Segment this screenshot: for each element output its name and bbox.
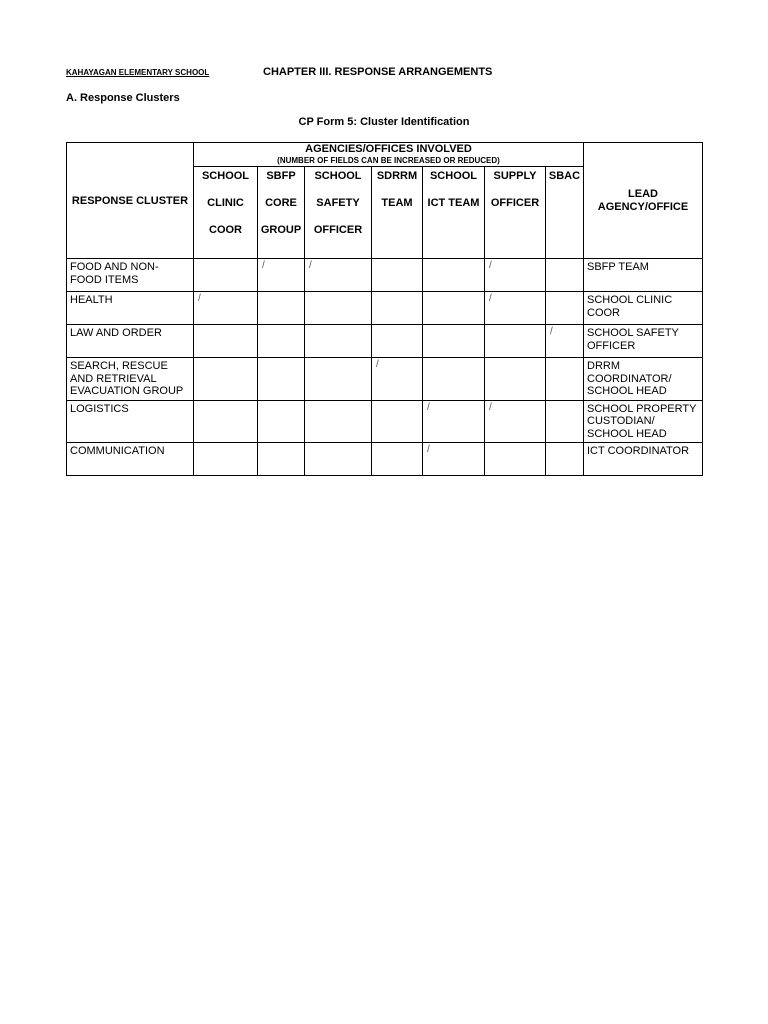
- lead-agency-cell: SCHOOL PROPERTY CUSTODIAN/ SCHOOL HEAD: [584, 400, 703, 443]
- check-mark-cell: /: [194, 292, 258, 325]
- empty-cell: [305, 443, 372, 476]
- table-row: [67, 443, 703, 476]
- empty-cell: [194, 358, 258, 401]
- agency-header-line: [546, 221, 583, 248]
- response-cluster-cell: HEALTH: [67, 292, 194, 325]
- agency-header-line: SBFP: [266, 170, 296, 182]
- cluster-identification-table: [66, 142, 703, 476]
- empty-cell: [194, 259, 258, 292]
- empty-cell: [258, 400, 305, 443]
- agency-header-1: [258, 167, 305, 259]
- agency-header-line: [485, 221, 545, 248]
- table-row: [67, 358, 703, 401]
- column-header-lead-agency: LEAD AGENCY/OFFICE: [584, 143, 703, 259]
- agencies-note: (NUMBER OF FIELDS CAN BE INCREASED OR REDUCED): [277, 156, 500, 165]
- empty-cell: [423, 292, 485, 325]
- response-cluster-cell: FOOD AND NON-FOOD ITEMS: [67, 259, 194, 292]
- agency-header-line: SAFETY: [316, 197, 360, 209]
- agency-header-4: [423, 167, 485, 259]
- chapter-title: CHAPTER III. RESPONSE ARRANGEMENTS: [263, 66, 493, 78]
- agency-header-line: SUPPLY: [493, 170, 537, 182]
- agency-header-line: OFFICER: [490, 197, 540, 209]
- section-heading: A. Response Clusters: [66, 92, 180, 104]
- empty-cell: [423, 325, 485, 358]
- empty-cell: [305, 400, 372, 443]
- empty-cell: [258, 325, 305, 358]
- empty-cell: [372, 292, 423, 325]
- agency-header-line: SCHOOL: [429, 170, 478, 182]
- table-row: [67, 259, 703, 292]
- empty-cell: [485, 358, 546, 401]
- table-row: [67, 325, 703, 358]
- agency-header-line: SCHOOL: [314, 170, 362, 182]
- empty-cell: [485, 443, 546, 476]
- empty-cell: [258, 443, 305, 476]
- agency-header-3: [372, 167, 423, 259]
- empty-cell: [423, 259, 485, 292]
- form-title: CP Form 5: Cluster Identification: [298, 116, 470, 128]
- empty-cell: [258, 292, 305, 325]
- agency-header-line: SBAC: [548, 170, 581, 182]
- agency-header-6: [546, 167, 584, 259]
- check-mark-cell: /: [423, 443, 485, 476]
- agency-header-line: COOR: [209, 224, 242, 236]
- agency-header-line: [546, 194, 583, 221]
- empty-cell: [194, 400, 258, 443]
- agency-header-line: SDRRM: [376, 170, 418, 182]
- agency-header-line: [372, 221, 422, 248]
- lead-agency-cell: SCHOOL SAFETY OFFICER: [584, 325, 703, 358]
- empty-cell: [194, 325, 258, 358]
- column-header-response-cluster: RESPONSE CLUSTER: [67, 143, 194, 259]
- agency-header-line: CORE: [265, 197, 297, 209]
- empty-cell: [305, 325, 372, 358]
- agency-header-line: CLINIC: [207, 197, 244, 209]
- response-cluster-cell: LAW AND ORDER: [67, 325, 194, 358]
- check-mark-cell: /: [485, 400, 546, 443]
- check-mark-cell: /: [372, 358, 423, 401]
- school-name: KAHAYAGAN ELEMENTARY SCHOOL: [66, 68, 210, 77]
- check-mark-cell: /: [423, 400, 485, 443]
- table-row: [67, 292, 703, 325]
- empty-cell: [546, 292, 584, 325]
- agency-header-line: TEAM: [381, 197, 413, 209]
- response-cluster-cell: COMMUNICATION: [67, 443, 194, 476]
- check-mark-cell: /: [546, 325, 584, 358]
- check-mark-cell: /: [485, 292, 546, 325]
- agency-header-5: [485, 167, 546, 259]
- agency-header-line: GROUP: [260, 224, 302, 236]
- agency-header-line: SCHOOL: [201, 170, 250, 182]
- table-row: [67, 400, 703, 443]
- empty-cell: [194, 443, 258, 476]
- empty-cell: [305, 358, 372, 401]
- agency-header-line: OFFICER: [313, 224, 363, 236]
- lead-agency-cell: SCHOOL CLINIC COOR: [584, 292, 703, 325]
- lead-agency-cell: SBFP TEAM: [584, 259, 703, 292]
- empty-cell: [423, 358, 485, 401]
- agencies-title: AGENCIES/OFFICES INVOLVED: [305, 143, 472, 155]
- empty-cell: [546, 358, 584, 401]
- check-mark-cell: /: [305, 259, 372, 292]
- empty-cell: [258, 358, 305, 401]
- check-mark-cell: /: [485, 259, 546, 292]
- empty-cell: [372, 325, 423, 358]
- lead-agency-cell: ICT COORDINATOR: [584, 443, 703, 476]
- empty-cell: [485, 325, 546, 358]
- empty-cell: [372, 400, 423, 443]
- empty-cell: [372, 259, 423, 292]
- response-cluster-cell: SEARCH, RESCUE AND RETRIEVAL EVACUATION GROUP: [67, 358, 194, 401]
- response-cluster-cell: LOGISTICS: [67, 400, 194, 443]
- agency-header-line: [423, 221, 484, 248]
- empty-cell: [546, 443, 584, 476]
- header-row-1: [67, 143, 703, 167]
- check-mark-cell: /: [258, 259, 305, 292]
- empty-cell: [546, 259, 584, 292]
- lead-agency-cell: DRRM COORDINATOR/ SCHOOL HEAD: [584, 358, 703, 401]
- empty-cell: [372, 443, 423, 476]
- empty-cell: [546, 400, 584, 443]
- agency-header-line: ICT TEAM: [427, 197, 480, 209]
- agency-header-0: [194, 167, 258, 259]
- agency-header-2: [305, 167, 372, 259]
- column-header-agencies: [194, 143, 584, 167]
- empty-cell: [305, 292, 372, 325]
